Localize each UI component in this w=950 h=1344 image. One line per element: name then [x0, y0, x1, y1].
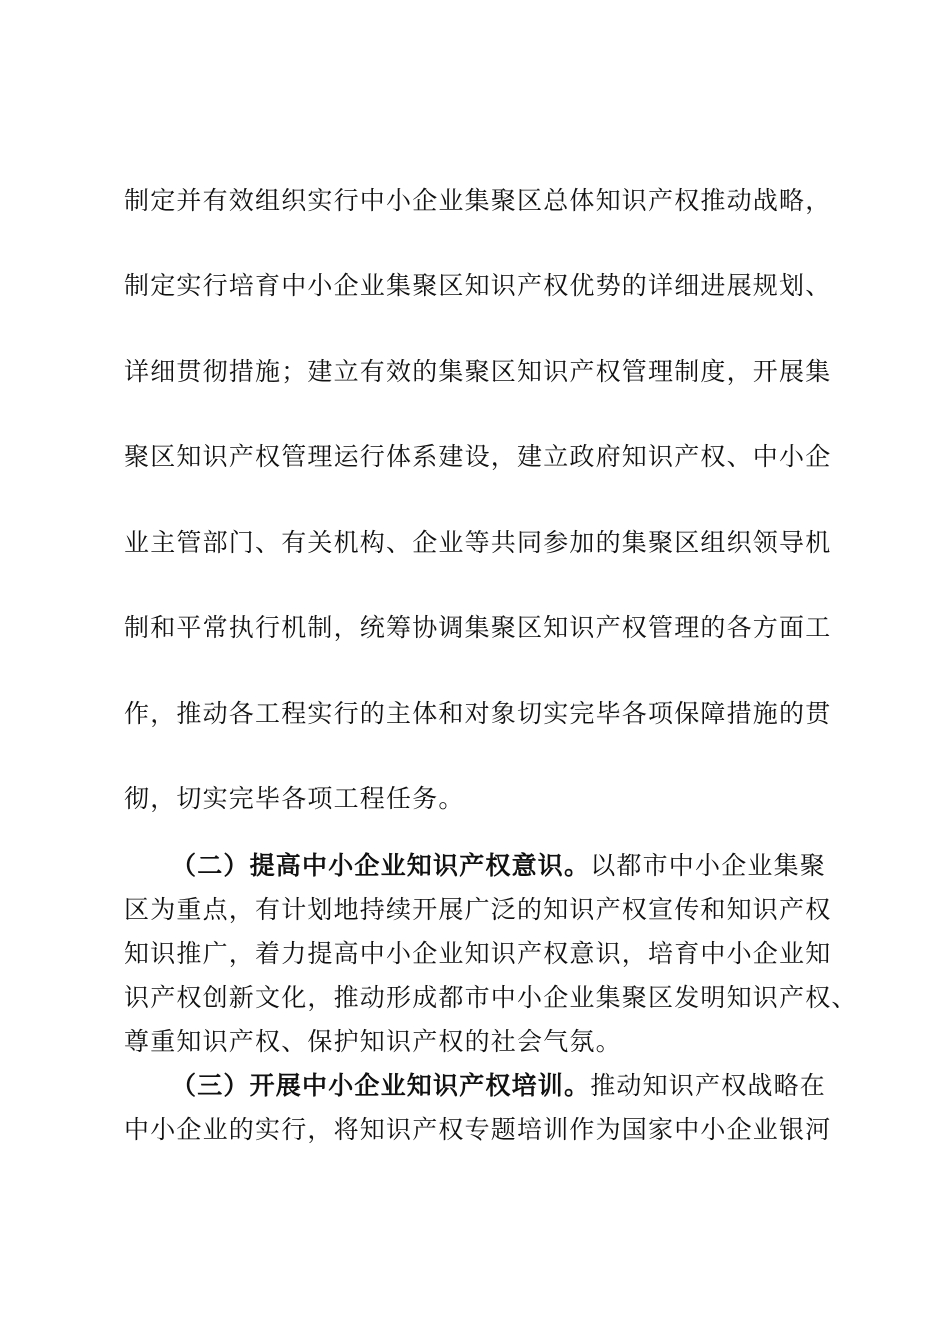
section-heading: （三）开展中小企业知识产权培训。: [171, 1071, 591, 1100]
section-two-first-line: [171, 851, 851, 881]
paragraph-line: 彻，切实完毕各项工程任务。: [124, 784, 465, 813]
paragraph-line: 区为重点，有计划地持续开展广泛的知识产权宣传和知识产权: [124, 895, 832, 924]
paragraph-line: 制和平常执行机制，统筹协调集聚区知识产权管理的各方面工: [124, 613, 832, 642]
paragraph-line: 作，推动各工程实行的主体和对象切实完毕各项保障措施的贯: [124, 699, 832, 728]
paragraph-text: 推动知识产权战略在: [590, 1071, 827, 1100]
paragraph-line: 识产权创新文化，推动形成都市中小企业集聚区发明知识产权、: [124, 983, 858, 1012]
paragraph-line: 知识推广，着力提高中小企业知识产权意识，培育中小企业知: [124, 939, 832, 968]
paragraph-line: 制定实行培育中小企业集聚区知识产权优势的详细进展规划、: [124, 271, 832, 300]
paragraph-line: 尊重知识产权、保护知识产权的社会气氛。: [124, 1027, 622, 1056]
paragraph-line: 中小企业的实行，将知识产权专题培训作为国家中小企业银河: [124, 1115, 832, 1144]
paragraph-line: 制定并有效组织实行中小企业集聚区总体知识产权推动战略，: [124, 186, 832, 215]
paragraph-line: 聚区知识产权管理运行体系建设，建立政府知识产权、中小企: [124, 442, 832, 471]
paragraph-line: 详细贯彻措施；建立有效的集聚区知识产权管理制度，开展集: [124, 357, 832, 386]
paragraph-text: 以都市中小企业集聚: [590, 851, 827, 880]
paragraph-line: 业主管部门、有关机构、企业等共同参加的集聚区组织领导机: [124, 528, 832, 557]
section-three-first-line: [171, 1071, 851, 1101]
section-heading: （二）提高中小企业知识产权意识。: [171, 851, 591, 880]
